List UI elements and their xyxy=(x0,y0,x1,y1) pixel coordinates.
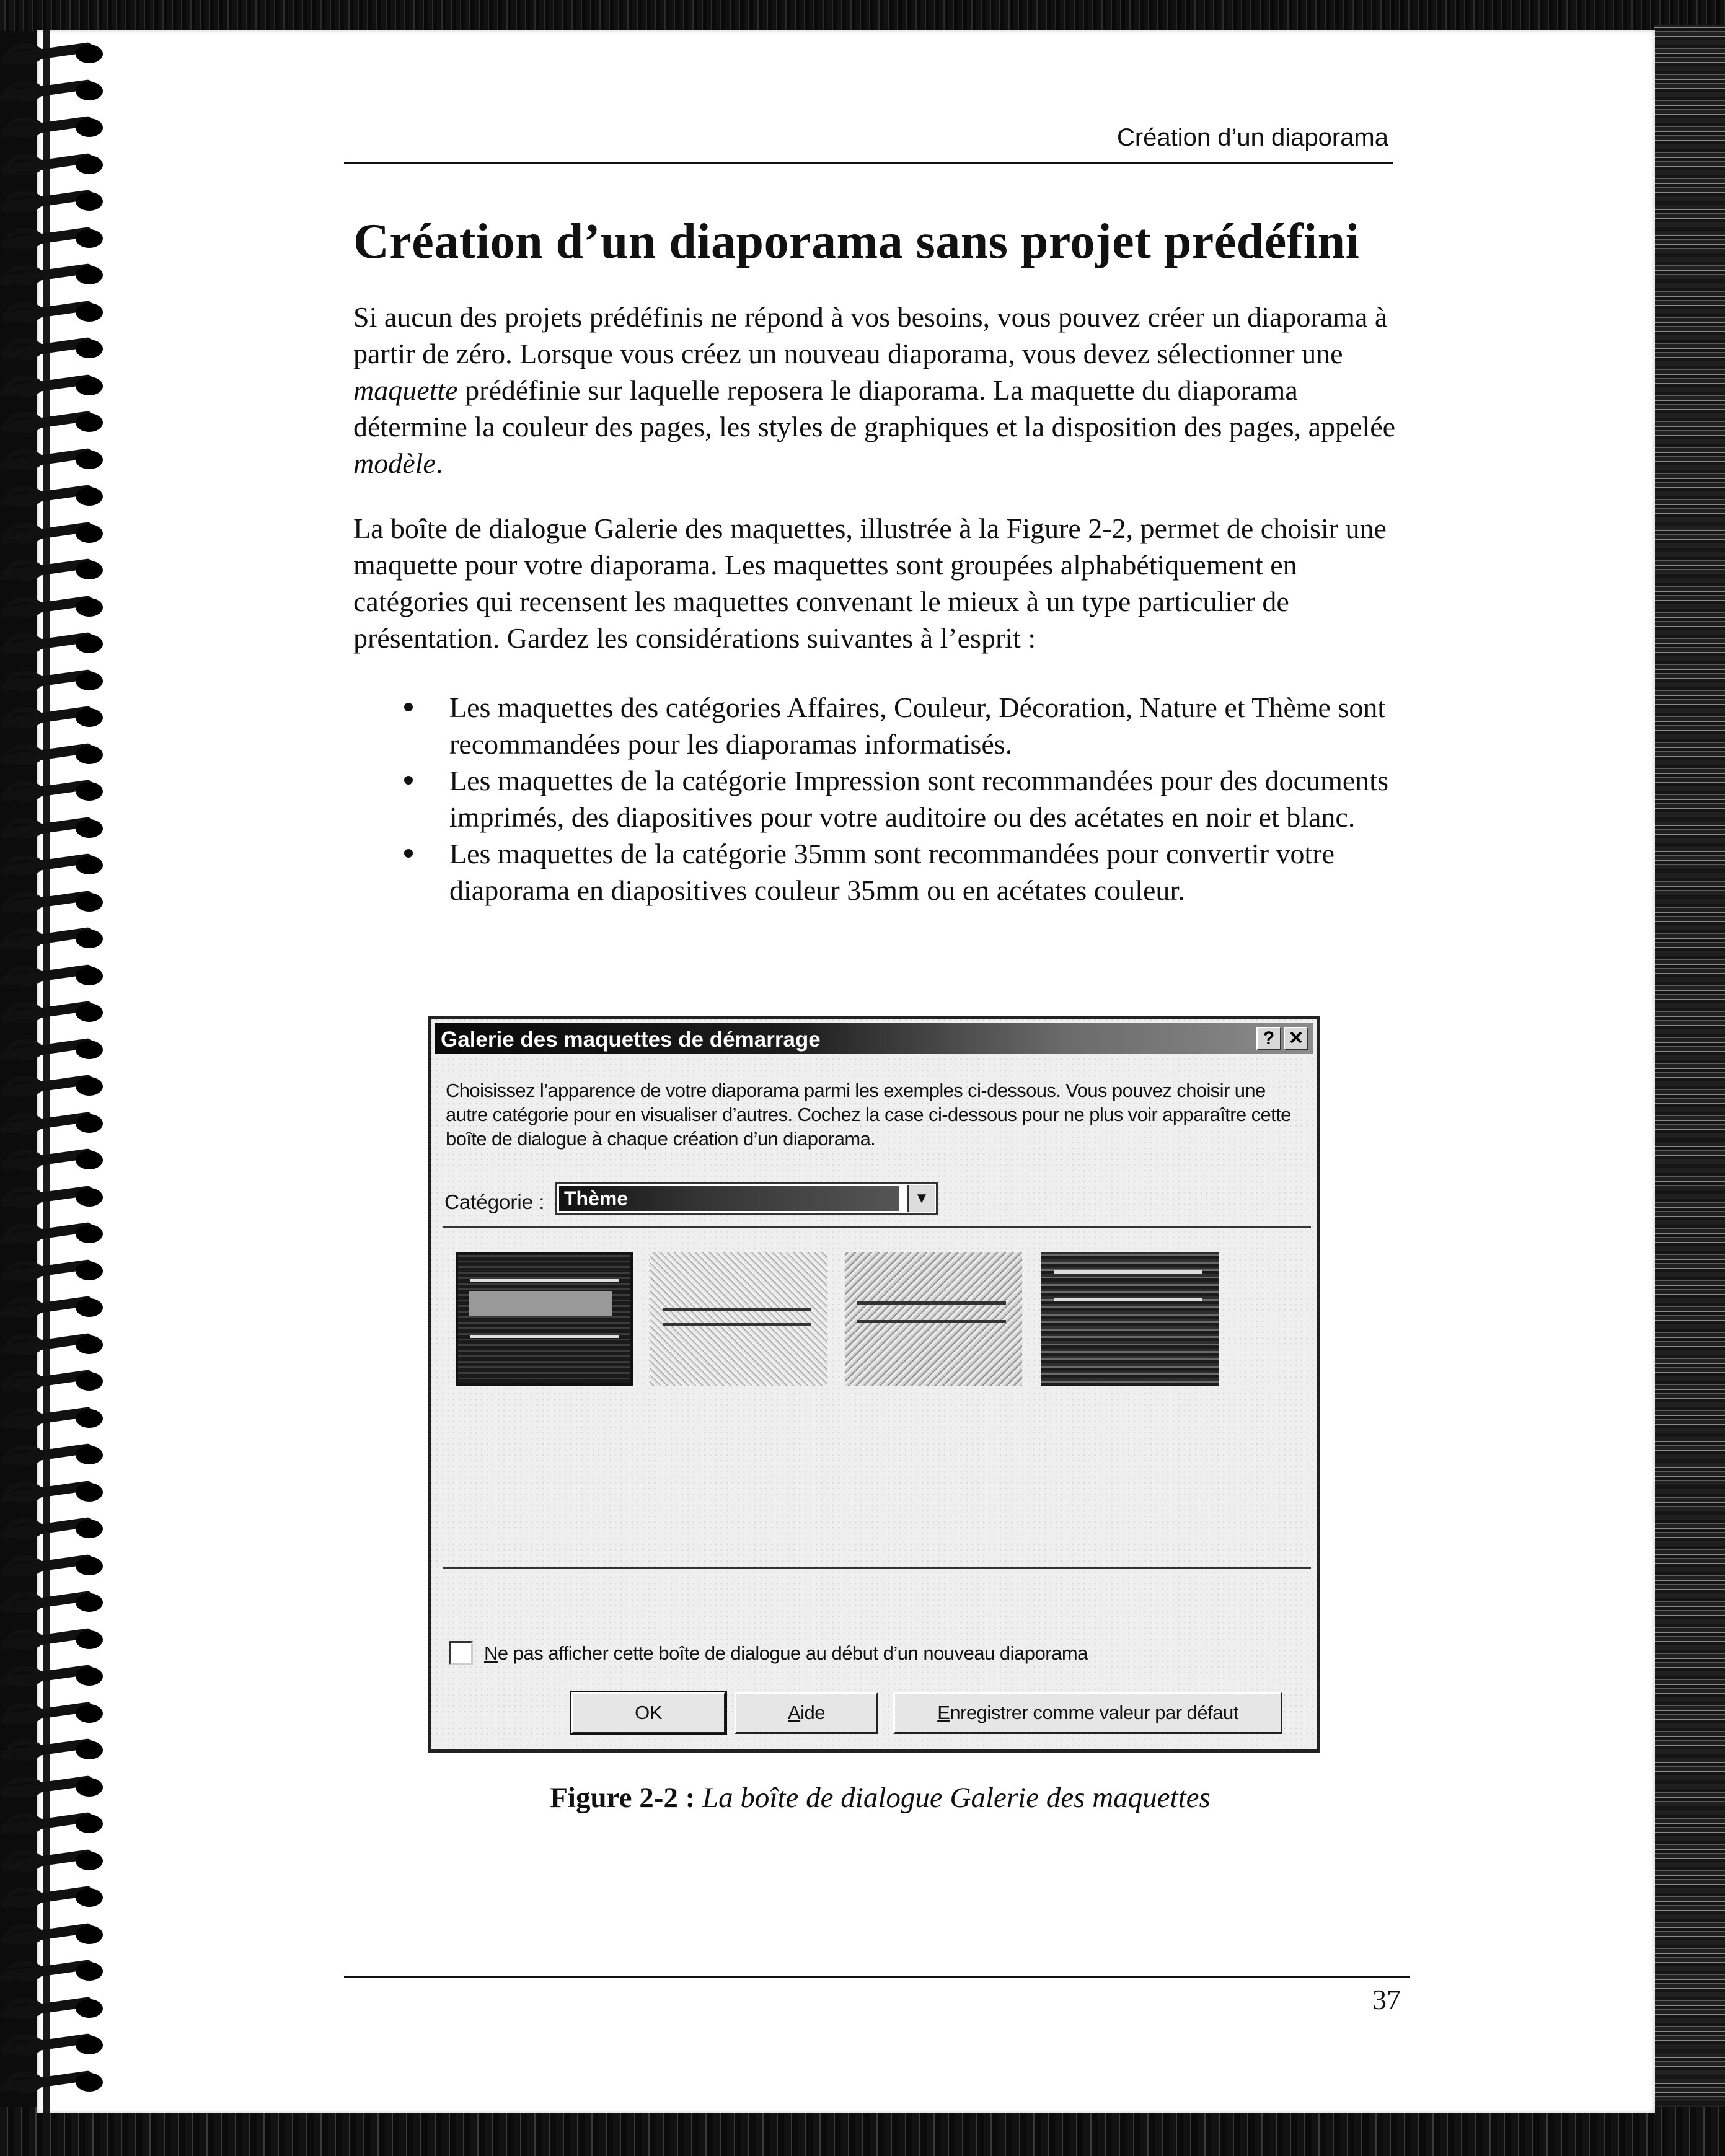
binding-ring xyxy=(0,1112,108,1135)
binding-ring xyxy=(0,817,108,840)
binding-ring xyxy=(0,964,108,988)
bullet-item xyxy=(353,835,1407,909)
binding-ring xyxy=(0,927,108,951)
binding-ring xyxy=(0,596,108,619)
binding-ring xyxy=(0,1517,108,1541)
binding-ring xyxy=(0,1812,108,1836)
category-selected-value[interactable]: Thème xyxy=(559,1186,899,1211)
figure-caption xyxy=(353,1781,1407,1815)
close-icon[interactable]: ✕ xyxy=(1284,1027,1308,1050)
separator xyxy=(443,1567,1311,1569)
paragraph-1-text-b: prédéfinie sur laquelle reposera le diaporama. La maquette du diaporama détermine la couleur des pages, les styles de graphiques et la disposition des pages, appelée xyxy=(353,374,1396,442)
paragraph-1-text-c: . xyxy=(435,447,443,479)
binding-ring xyxy=(0,1259,108,1283)
scan-right-edge xyxy=(1654,25,1725,2113)
binding-ring xyxy=(0,301,108,324)
template-thumbnail-3[interactable] xyxy=(845,1252,1022,1386)
spiral-binding xyxy=(0,30,118,2113)
template-gallery-dialog xyxy=(428,1016,1320,1753)
binding-ring xyxy=(0,1443,108,1467)
save-as-default-button[interactable]: Enregistrer comme valeur par défaut xyxy=(893,1692,1282,1734)
bullet-icon xyxy=(404,776,413,785)
paragraph-1-italic-maquette: maquette xyxy=(353,374,458,406)
binding-ring xyxy=(0,79,108,103)
binding-ring xyxy=(0,1407,108,1430)
binding-ring xyxy=(0,1296,108,1319)
binding-ring xyxy=(0,190,108,213)
binding-ring xyxy=(0,263,108,287)
thumbnail-line xyxy=(1054,1270,1202,1274)
page-title: Création d’un diaporama sans projet prédéfini xyxy=(353,214,1360,269)
binding-ring xyxy=(0,1960,108,1983)
binding-ring xyxy=(0,891,108,914)
template-thumbnail-2[interactable] xyxy=(650,1252,827,1386)
binding-ring xyxy=(0,1186,108,1209)
binding-ring xyxy=(0,1222,108,1246)
bullet-list xyxy=(353,689,1407,909)
scan-top-edge xyxy=(0,0,1725,31)
paragraph-1 xyxy=(353,299,1407,482)
dont-show-checkbox[interactable] xyxy=(449,1641,473,1665)
thumbnail-highlight xyxy=(469,1291,612,1316)
paragraph-2: La boîte de dialogue Galerie des maquettes, illustrée à la Figure 2-2, permet de choisir une maquette pour votre diaporama. Les maquettes sont groupées alphabétiquement en catégories qui recensent les maquettes convenant le mieux à un type particulier de présentation. Gardez les considérations suivantes à l’esprit : xyxy=(353,513,1387,654)
binding-ring xyxy=(0,1886,108,1909)
paragraph-1-italic-modele: modèle xyxy=(353,447,436,479)
category-label: Catégorie : xyxy=(444,1190,545,1213)
binding-ring xyxy=(0,1481,108,1504)
binding-ring xyxy=(0,116,108,139)
thumbnail-line xyxy=(663,1323,811,1326)
binding-ring xyxy=(0,780,108,803)
binding-ring xyxy=(0,485,108,508)
binding-ring xyxy=(0,2070,108,2094)
bullet-item xyxy=(353,762,1407,835)
thumbnail-line xyxy=(470,1335,619,1338)
dont-show-checkbox-label[interactable]: Ne pas afficher cette boîte de dialogue au début d’un nouveau diaporama xyxy=(484,1642,1088,1664)
bullet-item xyxy=(353,689,1407,762)
binding-ring xyxy=(0,853,108,877)
binding-ring xyxy=(0,448,108,472)
binding-ring xyxy=(0,1738,108,1762)
running-header: Création d’un diaporama xyxy=(1116,124,1388,151)
template-thumbnail-1[interactable] xyxy=(456,1252,633,1386)
help-icon[interactable]: ? xyxy=(1256,1027,1281,1050)
binding-ring xyxy=(0,1333,108,1357)
binding-ring xyxy=(0,1148,108,1172)
footer-rule xyxy=(344,1976,1410,1978)
binding-ring xyxy=(0,632,108,656)
binding-ring xyxy=(0,1591,108,1614)
binding-ring xyxy=(0,1775,108,1799)
thumbnail-line xyxy=(1054,1298,1202,1301)
binding-ring xyxy=(0,522,108,545)
bullet-icon xyxy=(404,703,413,711)
figure-caption-label: Figure 2-2 : xyxy=(550,1782,695,1814)
binding-ring xyxy=(0,1001,108,1024)
thumbnail-line xyxy=(470,1279,619,1282)
dialog-description: Choisissez l’apparence de votre diaporama parmi les exemples ci-dessous. Vous pouvez choisir une autre catégorie pour en visualiser d’autres. Cochez la case ci-dessous pour ne plus voir apparaître cette boîte de dialogue à chaque création d’un diaporama. xyxy=(446,1080,1291,1150)
bullet-text: Les maquettes de la catégorie 35mm sont recommandées pour convertir votre diaporama en diapositives couleur 35mm ou en acétates couleur. xyxy=(449,838,1335,906)
binding-ring xyxy=(0,227,108,250)
binding-ring xyxy=(0,1038,108,1062)
chevron-down-icon[interactable]: ▼ xyxy=(907,1185,935,1212)
binding-ring xyxy=(0,1628,108,1652)
binding-ring xyxy=(0,1997,108,2020)
scan-bottom-edge xyxy=(0,2107,1725,2156)
category-select[interactable] xyxy=(555,1182,938,1215)
binding-ring xyxy=(0,1849,108,1873)
thumbnail-line xyxy=(663,1308,811,1311)
dialog-titlebar[interactable] xyxy=(435,1023,1313,1054)
binding-ring xyxy=(0,374,108,398)
binding-ring xyxy=(0,706,108,729)
binding-ring xyxy=(0,337,108,361)
binding-ring xyxy=(0,1075,108,1098)
binding-ring xyxy=(0,1554,108,1578)
bullet-text: Les maquettes des catégories Affaires, Couleur, Décoration, Nature et Thème sont recommandées pour les diaporamas informatisés. xyxy=(449,692,1386,760)
binding-ring xyxy=(0,2033,108,2057)
paragraph-1-text-a: Si aucun des projets prédéfinis ne répond à vos besoins, vous pouvez créer un diaporama à partir de zéro. Lorsque vous créez un nouveau diaporama, vous devez sélectionner une xyxy=(353,301,1388,369)
bullet-icon xyxy=(404,849,413,858)
separator xyxy=(443,1226,1311,1228)
dialog-title: Galerie des maquettes de démarrage xyxy=(441,1027,821,1052)
binding-ring xyxy=(0,743,108,767)
binding-ring xyxy=(0,1370,108,1393)
binding-ring xyxy=(0,558,108,582)
binding-ring xyxy=(0,1665,108,1688)
ok-button[interactable]: OK xyxy=(571,1692,726,1734)
template-thumbnail-4[interactable] xyxy=(1041,1252,1219,1386)
figure-caption-text: La boîte de dialogue Galerie des maquettes xyxy=(702,1782,1211,1814)
binding-ring xyxy=(0,411,108,434)
help-button[interactable]: Aide xyxy=(735,1692,878,1734)
binding-ring xyxy=(0,1923,108,1947)
binding-ring xyxy=(0,153,108,177)
thumbnail-line xyxy=(857,1320,1006,1323)
bullet-text: Les maquettes de la catégorie Impression sont recommandées pour des documents imprimés, des diapositives pour votre auditoire ou des acétates en noir et blanc. xyxy=(449,765,1388,833)
page-number: 37 xyxy=(1372,1984,1401,2015)
binding-ring xyxy=(0,1702,108,1725)
header-rule xyxy=(344,162,1393,164)
binding-ring xyxy=(0,42,108,66)
binding-ring xyxy=(0,669,108,693)
thumbnail-line xyxy=(857,1301,1006,1305)
